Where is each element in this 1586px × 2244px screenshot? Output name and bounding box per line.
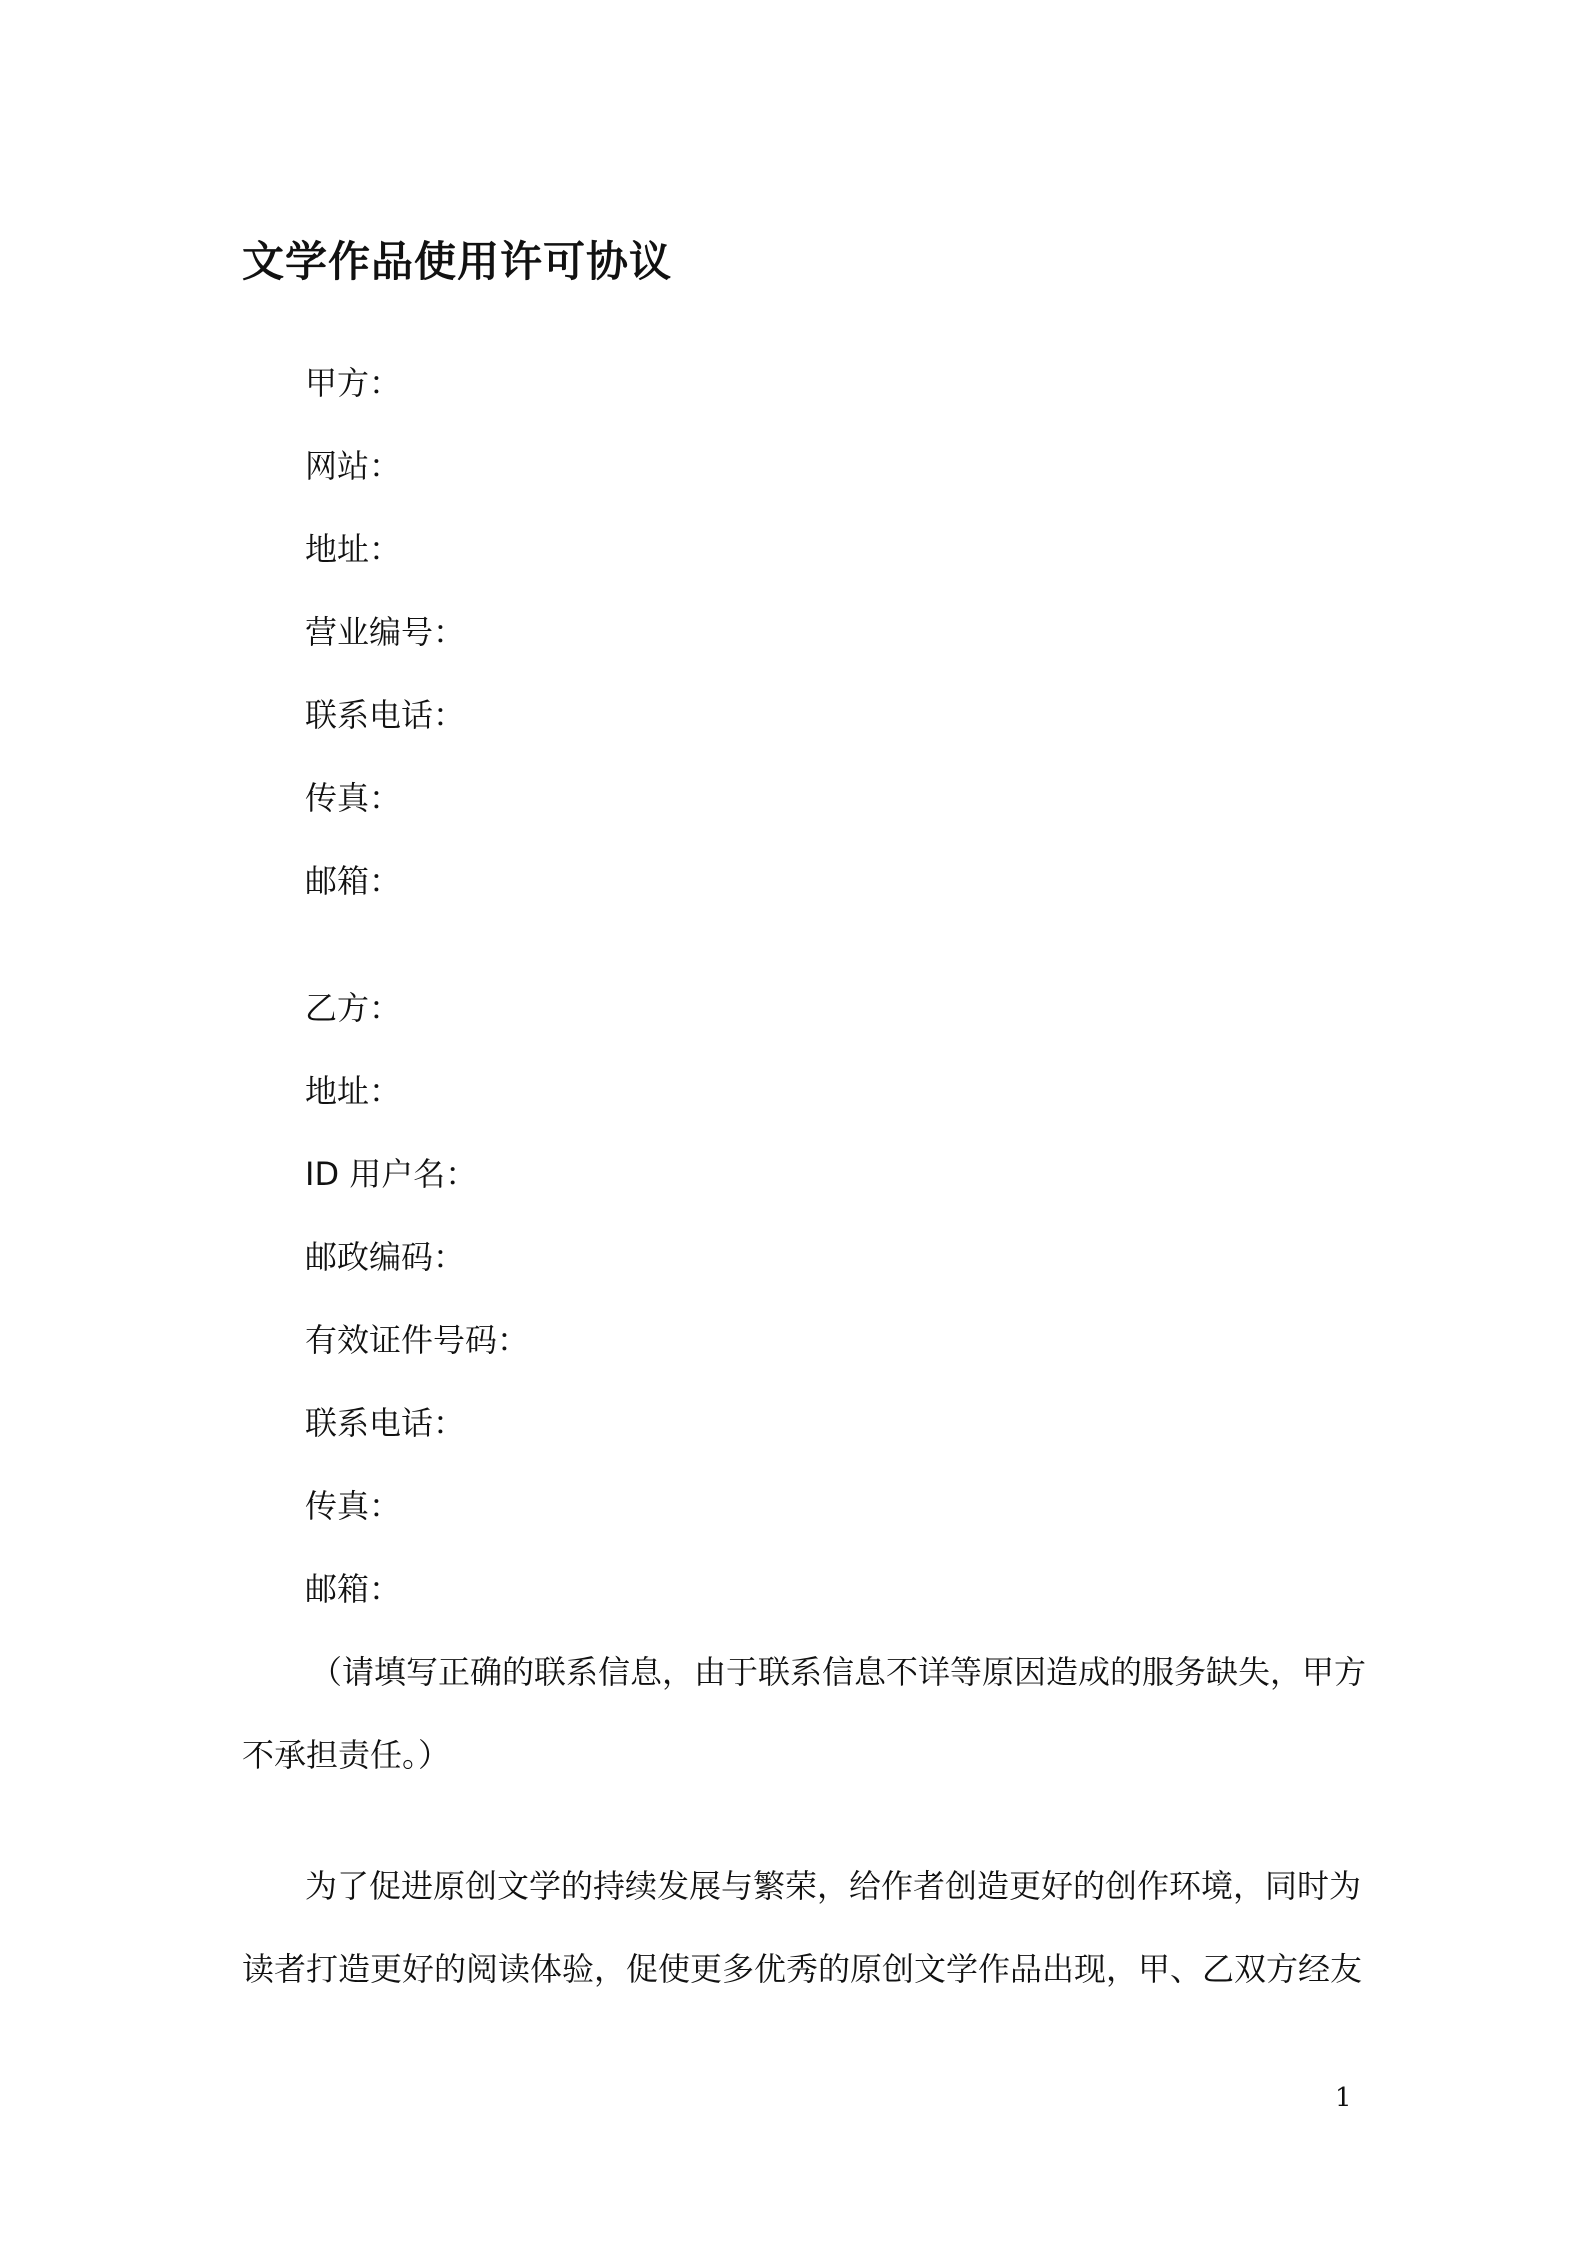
contact-notice-line-2: 不承担责任。） (242, 1736, 451, 1774)
document-title: 文学作品使用许可协议 (242, 237, 673, 286)
party-b-username-label: ID 用户名： (305, 1155, 478, 1193)
party-a-label: 甲方： (305, 364, 402, 402)
party-b-phone-label: 联系电话： (305, 1404, 466, 1442)
party-b-postal-code-label: 邮政编码： (305, 1238, 466, 1276)
party-a-business-number-label: 营业编号： (305, 613, 466, 651)
party-b-fax-label: 传真： (305, 1487, 402, 1525)
party-a-phone-label: 联系电话： (305, 696, 466, 734)
party-b-id-number-label: 有效证件号码： (305, 1321, 530, 1359)
party-a-website-label: 网站： (305, 447, 402, 485)
party-b-address-label: 地址： (305, 1072, 402, 1110)
introduction-line-1: 为了促进原创文学的持续发展与繁荣，给作者创造更好的创作环境，同时为 (305, 1867, 1362, 1905)
party-a-address-label: 地址： (305, 530, 402, 568)
party-b-email-label: 邮箱： (305, 1570, 402, 1608)
introduction-line-2: 读者打造更好的阅读体验，促使更多优秀的原创文学作品出现，甲、乙双方经友 (242, 1950, 1363, 1988)
party-b-label: 乙方： (305, 989, 402, 1027)
party-a-fax-label: 传真： (305, 779, 402, 817)
page-number: 1 (1335, 2083, 1352, 2113)
party-a-email-label: 邮箱： (305, 862, 402, 900)
contact-notice-line-1: （请填写正确的联系信息，由于联系信息不详等原因造成的服务缺失，甲方 (310, 1653, 1367, 1691)
